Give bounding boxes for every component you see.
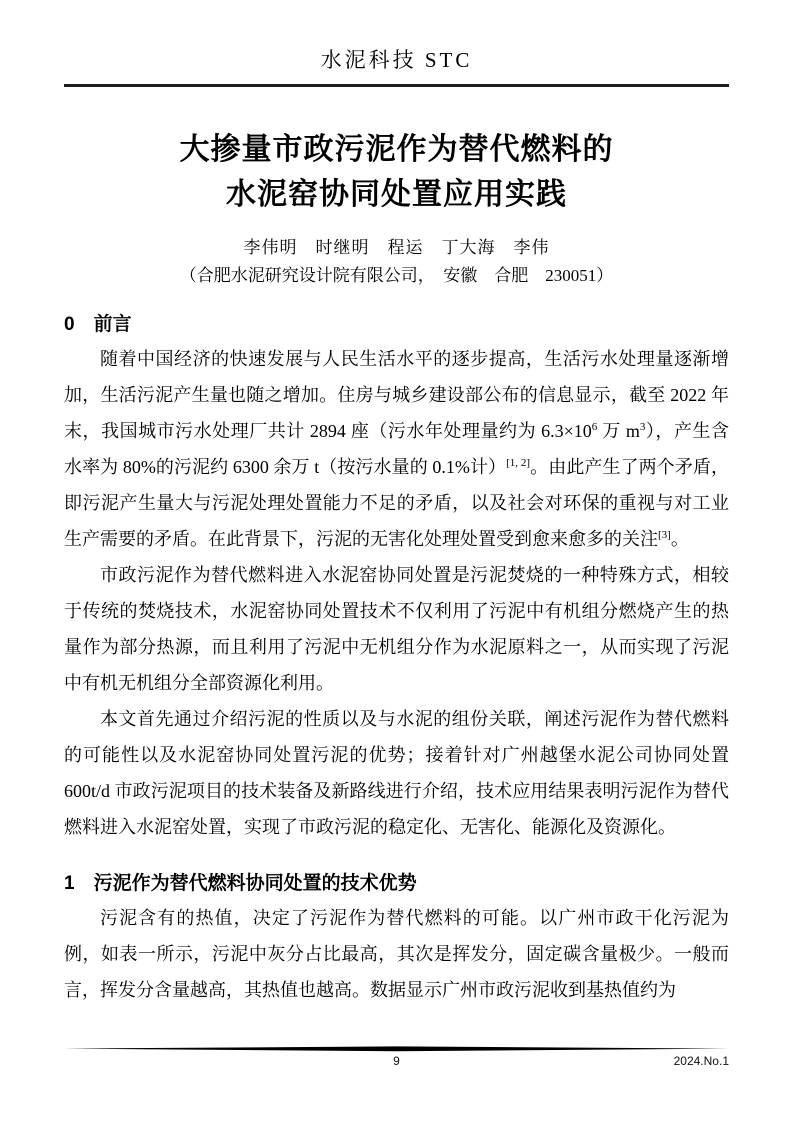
body-paragraph: 污泥含有的热值，决定了污泥作为替代燃料的可能。以广州市政干化污泥为例，如表一所示，污泥中灰分占比最高，其次是挥发分，固定碳含量极少。一般而言，挥发分含量越高，其热值也越高。数据显示广州市政污泥收到基热值约为 [64,908,729,1000]
journal-header [64,44,729,87]
affiliation-line: （合肥水泥研究设计院有限公司， 安徽 合肥 230051） [179,266,614,285]
journal-title: 水泥科技 STC [320,48,473,72]
article-title [64,127,729,217]
issue-label: 2024.No.1 [673,1054,729,1068]
authors-line: 李伟明 时继明 程运 丁大海 李伟 [243,238,550,257]
article-title-line-2: 水泥窑协同处置应用实践 [226,178,567,211]
page-footer [64,1046,729,1070]
body-paragraph: 本文首先通过介绍污泥的性质以及与水泥的组份关联，阐述污泥作为替代燃料的可能性以及水泥窑协同处置污泥的优势；接着针对广州越堡水泥公司协同处置 600t/d 市政污泥项目的技术装备及新路线进行介绍，技术应用结果表明污泥作为替代燃料进入水泥窑处置，实现了市政污泥的稳定化、无害化、能源化及资源化。 [64,709,729,837]
section-technical-advantages [64,870,729,1008]
body-paragraph: 市政污泥作为替代燃料进入水泥窑协同处置是污泥焚烧的一种特殊方式，相较于传统的焚烧技术，水泥窑协同处置技术不仅利用了污泥中有机组分燃烧产生的热量作为部分热源，而且利用了污泥中无机组分作为水泥原料之一，从而实现了污泥中有机无机组分全部资源化利用。 [64,565,729,693]
section-preface [64,311,729,845]
header-rule [64,84,729,87]
footer-row [64,1054,729,1070]
article-title-line-1: 大掺量市政污泥作为替代燃料的 [179,133,614,166]
section-technical-advantages-heading: 1 污泥作为替代燃料协同处置的技术优势 [64,873,417,894]
page-number: 9 [393,1054,400,1068]
body-paragraph: 随着中国经济的快速发展与人民生活水平的逐步提高，生活污水处理量逐渐增加，生活污泥产生量也随之增加。住房与城乡建设部公布的信息显示，截至 2022 年末，我国城市污水处理厂共计 2894 座（污水年处理量约为 $6.3\times 10^6$ 万 $m^3$），产生含水率为 80%的污泥约 6300 余万 t（按污水量的 0.1%计）[1, 2]。由此产生了两个矛盾，即污泥产生量大与污泥处理处置能力不足的矛盾，以及社会对环保的重视与对工业生产需要的矛盾。在此背景下，污泥的无害化处理处置受到愈来愈多的关注[3]。 [64,349,730,549]
section-preface-heading: 0 前言 [64,314,132,335]
footer-rule [64,1046,729,1052]
